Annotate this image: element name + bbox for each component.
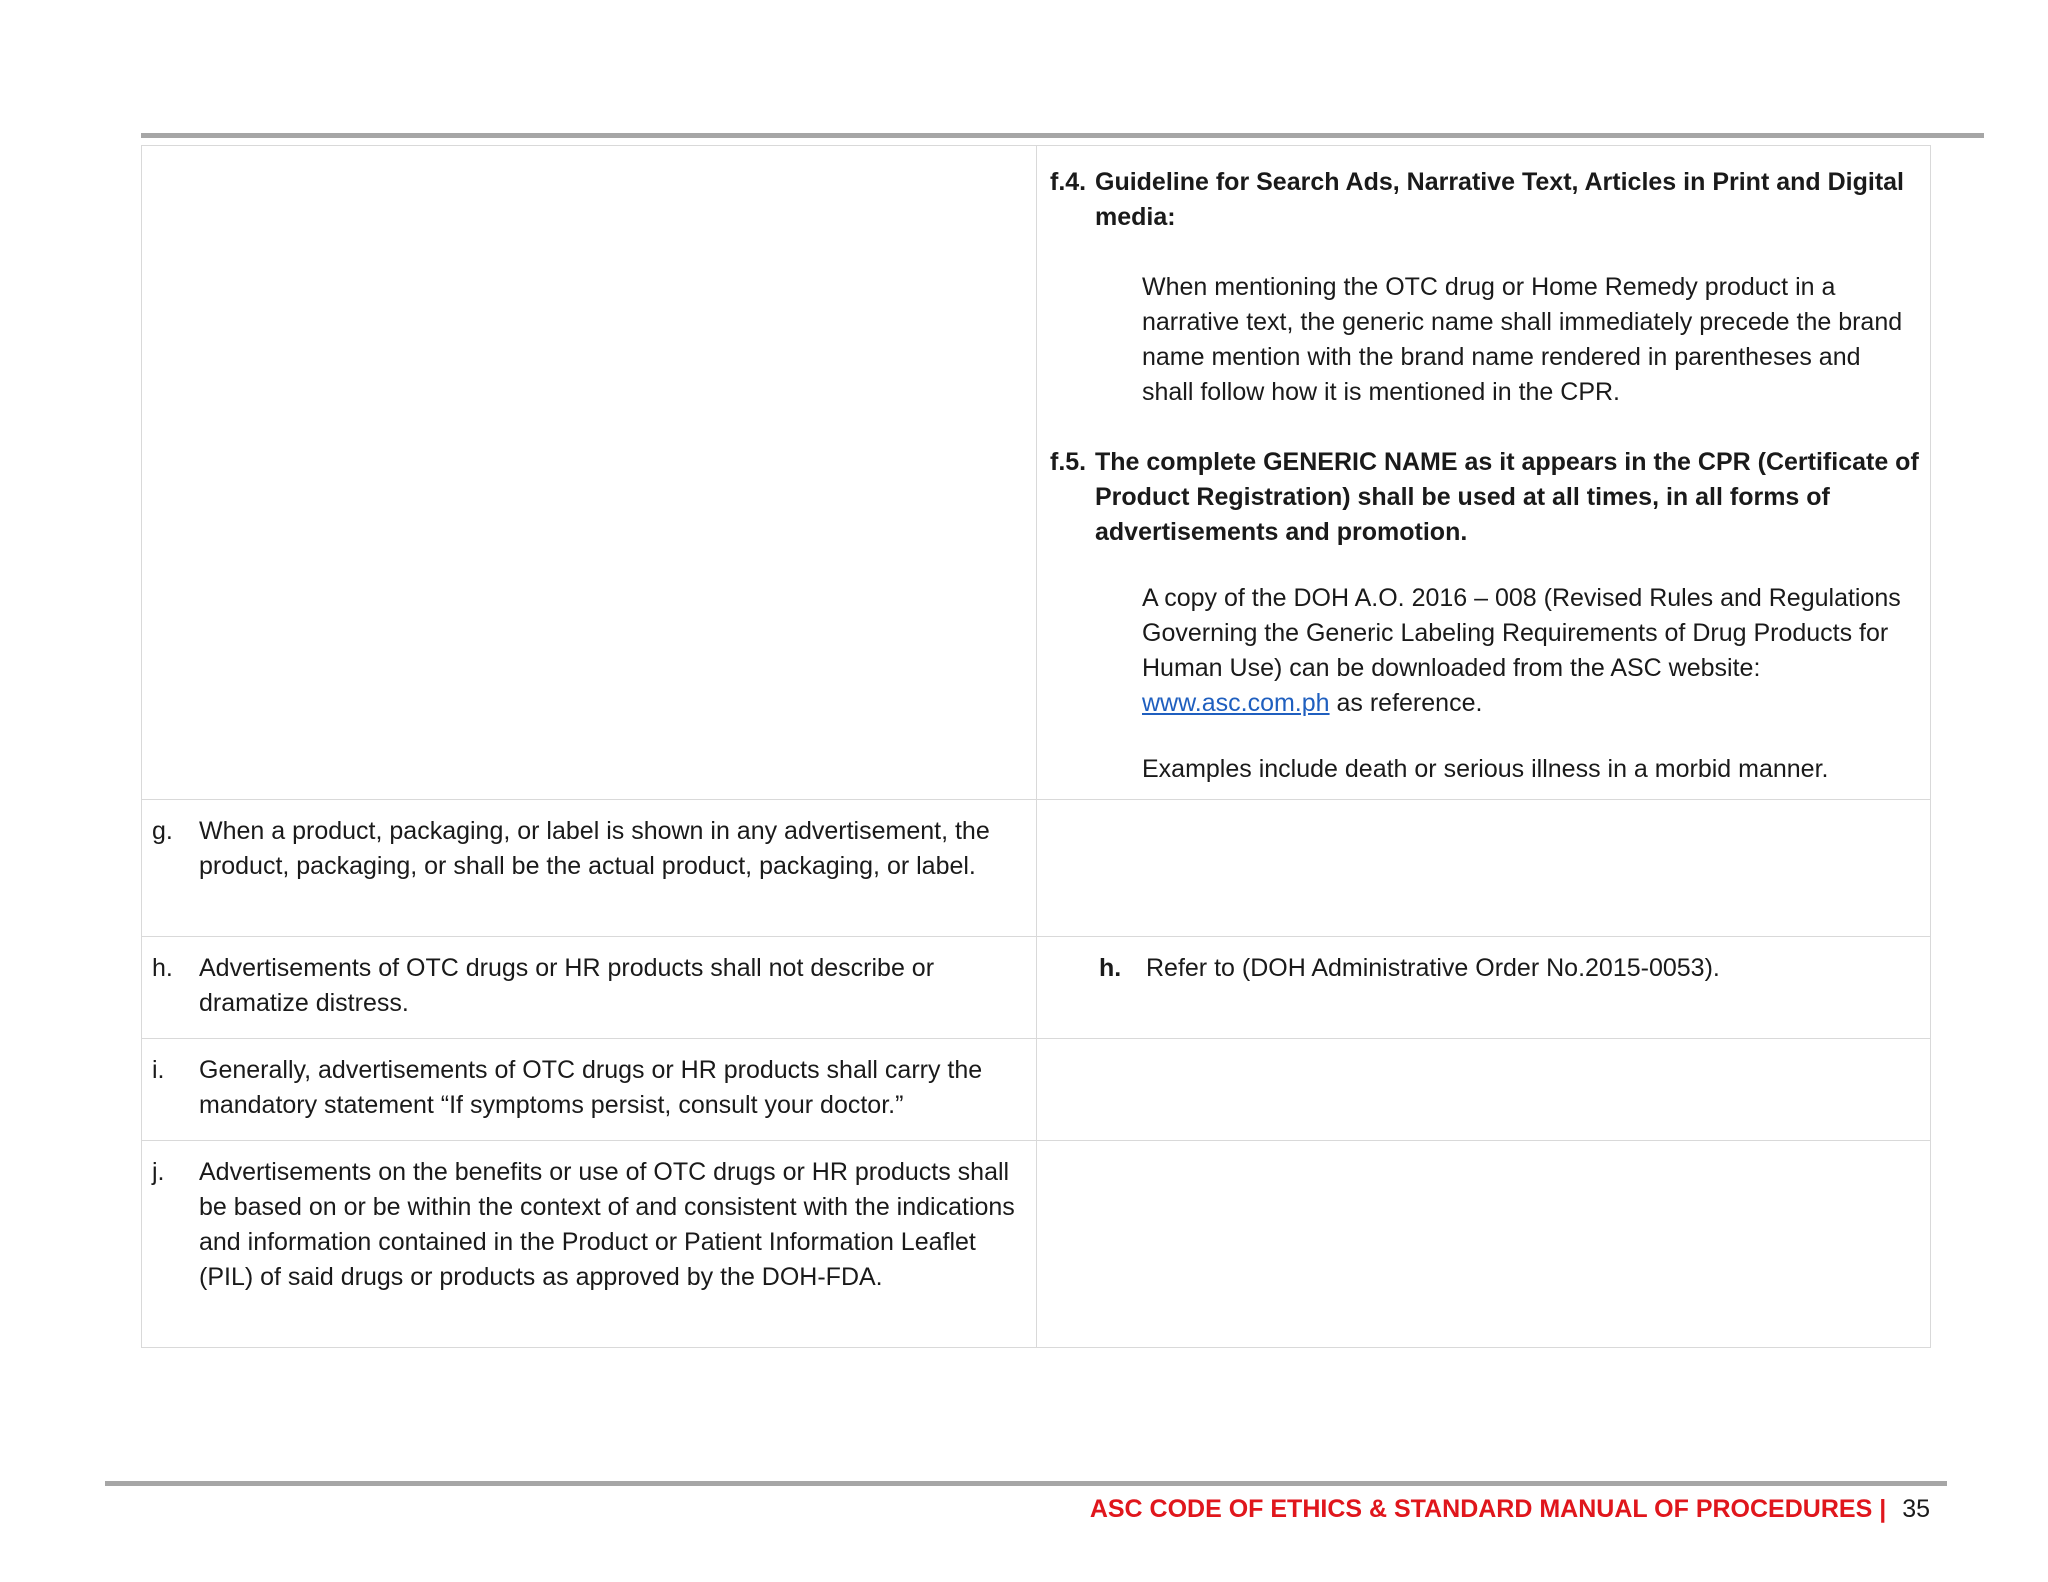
item-label: g. <box>152 817 173 845</box>
body-text: A copy of the DOH A.O. 2016 – 008 (Revised Rules and Regulations Governing the Generic Labeling Requirements of Drug Products for Human Use) can be downloaded from the ASC website: <box>1142 584 1901 682</box>
section-f5-example: Examples include death or serious illness in a morbid manner. <box>1142 755 1829 783</box>
header-rule <box>141 133 1984 138</box>
guidelines-cell <box>1037 1141 1931 1348</box>
provision-cell <box>142 1039 1037 1141</box>
body-text: as reference. <box>1329 689 1483 717</box>
table-row <box>142 1039 1931 1141</box>
page-number: 35 <box>1902 1495 1930 1523</box>
item-label: i. <box>152 1056 165 1084</box>
guidelines-cell <box>1037 800 1931 937</box>
item-text: Advertisements of OTC drugs or HR products shall not describe or dramatize distress. <box>199 954 935 1017</box>
section-label: f.5. <box>1050 448 1087 476</box>
footer-title: ASC CODE OF ETHICS & STANDARD MANUAL OF PROCEDURES | <box>1089 1495 1887 1523</box>
item-text: When a product, packaging, or label is shown in any advertisement, the product, packaging, or shall be the actual product, packaging, or label. <box>199 817 990 880</box>
guidelines-cell <box>1037 1039 1931 1141</box>
provision-cell <box>142 800 1037 937</box>
table-row <box>142 1141 1931 1348</box>
asc-website-link[interactable]: www.asc.com.ph <box>1142 689 1330 717</box>
footer-rule <box>105 1481 1947 1486</box>
section-f4-heading <box>1037 165 1930 235</box>
page-footer <box>1090 1494 1930 1524</box>
provision-cell <box>142 1141 1037 1348</box>
section-label: f.4. <box>1050 168 1087 196</box>
item-text: Advertisements on the benefits or use of OTC drugs or HR products shall be based on or be within the context of and consistent with the indications and information contained in the Product or Patient Information Leaflet (PIL) of said drugs or products as approved by the DOH-FDA. <box>199 1158 1015 1291</box>
provision-cell <box>142 937 1037 1039</box>
section-title: The complete GENERIC NAME as it appears in the CPR (Certificate of Product Registration) shall be used at all times, in all forms of advertisements and promotion. <box>1095 448 1919 546</box>
ref-label: h. <box>1099 954 1122 982</box>
section-f4-body: When mentioning the OTC drug or Home Remedy product in a narrative text, the generic name shall immediately precede the brand name mention with the brand name rendered in parentheses and shall follow how it is mentioned in the CPR. <box>1142 273 1903 406</box>
ref-text: Refer to (DOH Administrative Order No.2015-0053). <box>1146 954 1720 982</box>
section-title: Guideline for Search Ads, Narrative Text, Articles in Print and Digital media: <box>1095 168 1904 231</box>
section-f5-body <box>1037 581 1930 721</box>
empty-cell <box>142 146 1037 800</box>
guidelines-cell <box>1037 146 1931 800</box>
content-table <box>141 145 1931 1348</box>
section-f5-heading <box>1037 445 1930 550</box>
item-label: h. <box>152 954 173 982</box>
item-text: Generally, advertisements of OTC drugs or HR products shall carry the mandatory statement “If symptoms persist, consult your doctor.” <box>199 1056 983 1119</box>
table-row <box>142 800 1931 937</box>
guidelines-cell <box>1037 937 1931 1039</box>
table-row <box>142 146 1931 800</box>
table-row <box>142 937 1931 1039</box>
item-label: j. <box>152 1158 165 1186</box>
